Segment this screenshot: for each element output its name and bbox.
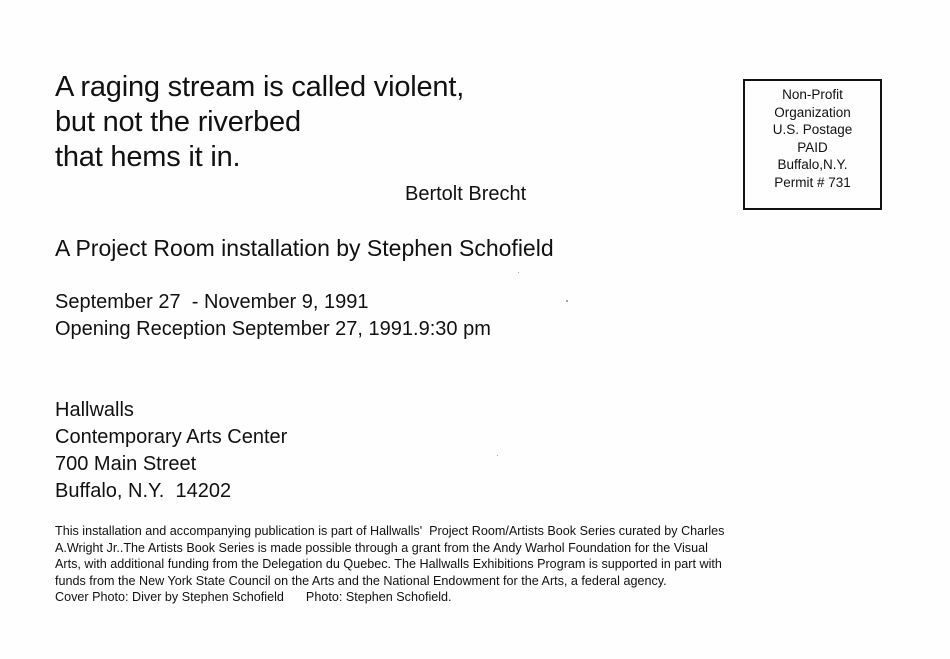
paper-speck	[566, 300, 568, 302]
postage-line: Buffalo,N.Y.	[777, 157, 848, 172]
cover-photo-credit: Cover Photo: Diver by Stephen Schofield	[55, 590, 284, 604]
postage-line: Organization	[774, 104, 851, 120]
date-range: September 27 - November 9, 1991	[55, 291, 369, 313]
address-line: Buffalo, N.Y. 14202	[55, 480, 232, 502]
quote	[55, 70, 464, 175]
postage-line: Non-Profit	[782, 87, 843, 102]
quote-line: but not the riverbed	[55, 106, 301, 138]
quote-line: that hems it in.	[55, 141, 241, 173]
credits-line: A.Wright Jr..The Artists Book Series is made possible through a grant from the Andy Warhol Foundation for the Visual	[55, 540, 708, 555]
credits-paragraph	[55, 523, 885, 606]
address-line: Contemporary Arts Center	[55, 426, 288, 448]
exhibition-dates	[55, 289, 491, 343]
quote-author: Bertolt Brecht	[405, 183, 527, 205]
photo-credits	[55, 589, 885, 606]
quote-line: A raging stream is called violent,	[55, 71, 465, 103]
venue-address	[55, 397, 287, 505]
postage-indicia	[743, 79, 882, 210]
postage-line: PAID	[797, 139, 828, 155]
credits-line: funds from the New York State Council on the Arts and the National Endowment for the Arts, a federal agency.	[55, 573, 667, 588]
address-line: Hallwalls	[55, 399, 134, 421]
opening-reception: Opening Reception September 27, 1991.9:30 pm	[55, 318, 491, 340]
credits-line: This installation and accompanying publication is part of Hallwalls' Project Room/Artists Book Series curated by Charles	[55, 524, 725, 538]
credits-line: Arts, with additional funding from the Delegation du Quebec. The Hallwalls Exhibitions Program is supported in part with	[55, 557, 722, 571]
address-line: 700 Main Street	[55, 453, 197, 475]
paper-speck	[518, 272, 519, 273]
paper-speck	[497, 455, 498, 456]
photo-credit: Photo: Stephen Schofield.	[305, 590, 452, 604]
postage-line: U.S. Postage	[772, 122, 853, 137]
postage-line: Permit # 731	[774, 174, 851, 190]
project-title: A Project Room installation by Stephen Schofield	[55, 235, 554, 261]
